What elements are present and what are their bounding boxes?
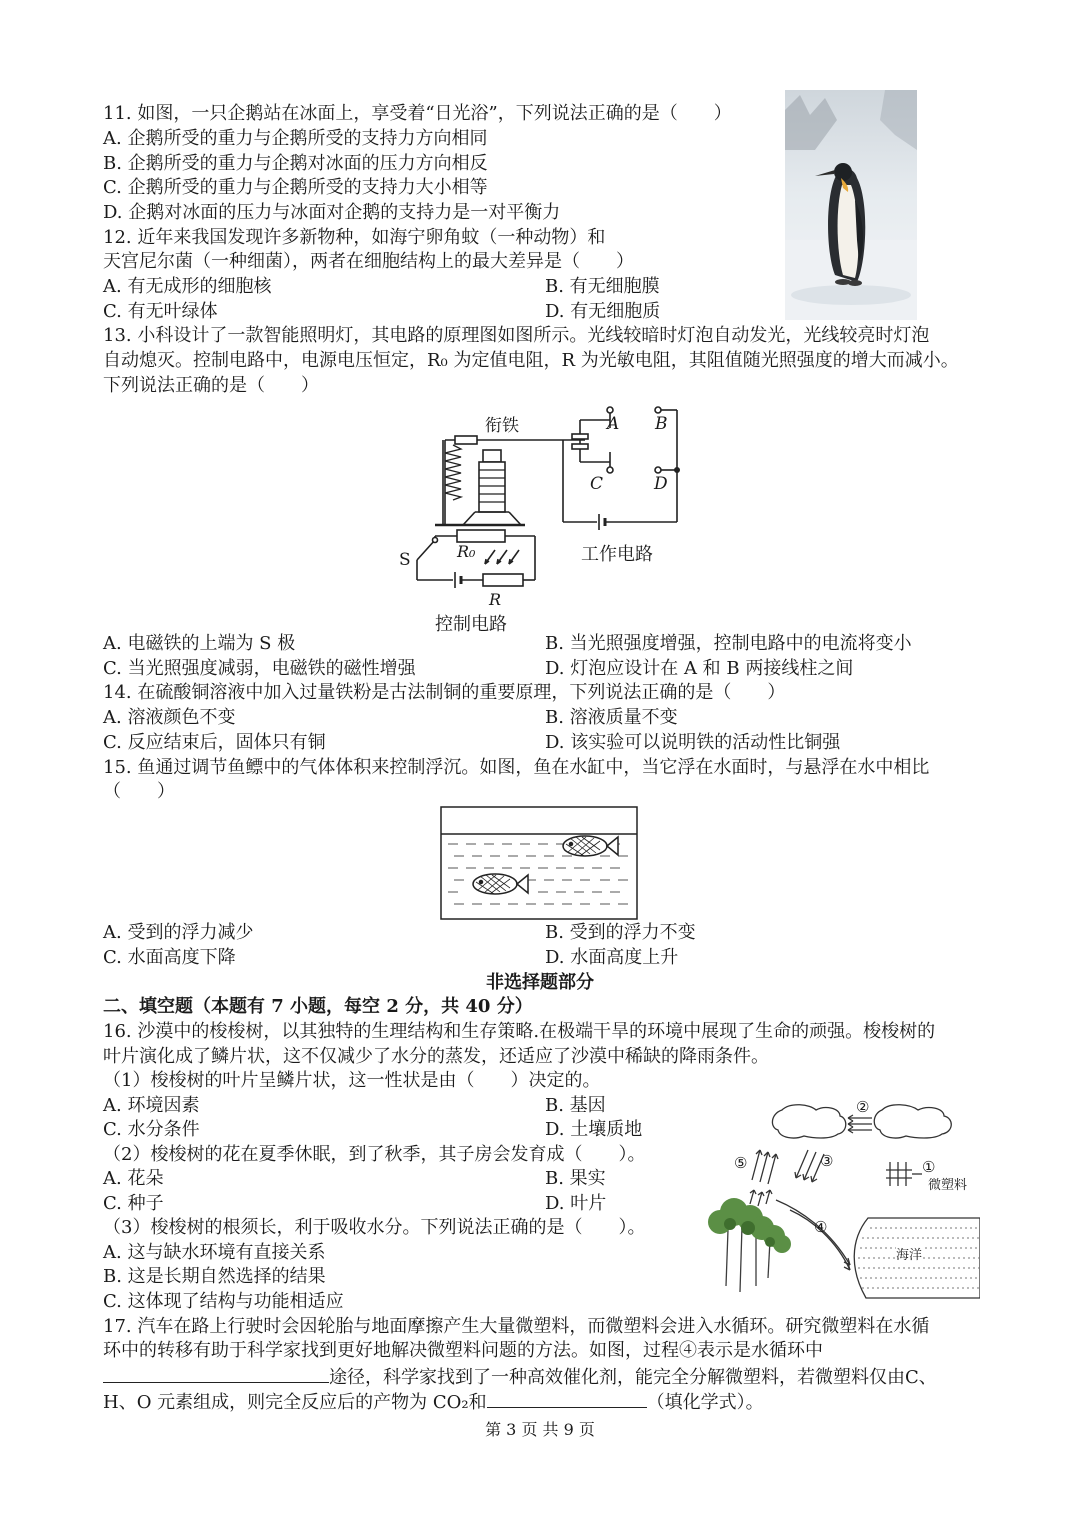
switch-s-label: S (399, 550, 411, 570)
control-circuit-label: 控制电路 (435, 614, 507, 635)
q16-sub3-option-b: B. 这是长期自然选择的结果 (103, 1266, 326, 1287)
q16-sub1-option-d: D. 土壤质地 (545, 1119, 643, 1140)
q11-option-b: B. 企鹅所受的重力与企鹅对冰面的压力方向相反 (103, 153, 488, 174)
q16-sub3: （3）梭梭树的根须长，利于吸收水分。下列说法正确的是（ ）。 (103, 1217, 646, 1238)
terminal-d-label: D (654, 474, 668, 494)
q11-option-d: D. 企鹅对冰面的压力与冰面对企鹅的支持力是一对平衡力 (103, 202, 561, 223)
cycle-step-4-label: ④ (814, 1218, 828, 1236)
q14-option-b: B. 溶液质量不变 (545, 707, 678, 728)
q17-line4-suffix: （填化学式）。 (646, 1392, 764, 1413)
q17-line1: 17. 汽车在路上行驶时会因轮胎与地面摩擦产生大量微塑料，而微塑料会进入水循环。研究微塑料在水循 (103, 1316, 930, 1337)
q16-sub1-option-a: A. 环境因素 (103, 1095, 200, 1116)
q15-option-a: A. 受到的浮力减少 (103, 922, 254, 943)
q13-stem-line2: 自动熄灭。控制电路中，电源电压恒定，R₀ 为定值电阻，R 为光敏电阻，其阻值随光照强度的增大而减小。 (103, 350, 959, 371)
cycle-step-3-label: ③ (820, 1152, 834, 1170)
q17-line4 (103, 1389, 764, 1415)
penguin-photo (785, 90, 917, 320)
q16-sub1: （1）梭梭树的叶片呈鳞片状，这一性状是由（ ）决定的。 (103, 1070, 601, 1091)
q13-option-b: B. 当光照强度增强，控制电路中的电流将变小 (545, 633, 912, 654)
q13-option-d: D. 灯泡应设计在 A 和 B 两接线柱之间 (545, 658, 854, 679)
q11-stem: 11. 如图，一只企鹅站在冰面上，享受着“日光浴”，下列说法正确的是（ ） (103, 103, 732, 124)
q16-sub3-option-a: A. 这与缺水环境有直接关系 (103, 1242, 326, 1263)
q14-option-c: C. 反应结束后，固体只有铜 (103, 732, 326, 753)
q16-sub2-option-c: C. 种子 (103, 1193, 164, 1214)
q14-stem: 14. 在硫酸铜溶液中加入过量铁粉是古法制铜的重要原理，下列说法正确的是（ ） (103, 682, 786, 703)
q15-option-b: B. 受到的浮力不变 (545, 922, 696, 943)
q11-option-a: A. 企鹅所受的重力与企鹅所受的支持力方向相同 (103, 128, 488, 149)
q13-option-a: A. 电磁铁的上端为 S 极 (103, 633, 296, 654)
q17-line3-text: 途径，科学家找到了一种高效催化剂，能完全分解微塑料，若微塑料仅由C、 (329, 1367, 937, 1388)
q16-stem-line2: 叶片演化成了鳞片状，这不仅减少了水分的蒸发，还适应了沙漠中稀缺的降雨条件。 (103, 1046, 769, 1067)
cycle-step-1-label: ① (922, 1158, 936, 1176)
q11-option-c: C. 企鹅所受的重力与企鹅所受的支持力大小相等 (103, 177, 488, 198)
q13-stem-line1: 13. 小科设计了一款智能照明灯，其电路的原理图如图所示。光线较暗时灯泡自动发光，光线较亮时灯泡 (103, 325, 930, 346)
q15-option-d: D. 水面高度上升 (545, 947, 679, 968)
terminal-a-label: A (607, 414, 620, 434)
fish-tank-diagram (440, 806, 638, 920)
q16-stem-line1: 16. 沙漠中的梭梭树，以其独特的生理结构和生存策略.在极端干旱的环境中展现了生命的顽强。梭梭树的 (103, 1021, 936, 1042)
q12-option-a: A. 有无成形的细胞核 (103, 276, 272, 297)
terminal-c-label: C (590, 474, 604, 494)
q16-sub1-option-b: B. 基因 (545, 1095, 606, 1116)
q15-stem-line2: （ ） (103, 781, 175, 802)
q13-option-c: C. 当光照强度减弱，电磁铁的磁性增强 (103, 658, 416, 679)
q16-sub1-option-c: C. 水分条件 (103, 1119, 200, 1140)
answer-blank-2[interactable] (487, 1389, 647, 1408)
q13-stem-line3: 下列说法正确的是（ ） (103, 375, 319, 396)
terminal-b-label: B (655, 414, 668, 434)
cycle-step-5-label: ⑤ (734, 1154, 748, 1172)
q12-option-b: B. 有无细胞膜 (545, 276, 660, 297)
q16-sub2: （2）梭梭树的花在夏季休眠，到了秋季，其子房会发育成（ ）。 (103, 1144, 646, 1165)
q12-stem-line2: 天宫尼尔菌（一种细菌），两者在细胞结构上的最大差异是（ ） (103, 251, 634, 272)
cycle-step-2-label: ② (856, 1098, 870, 1116)
q15-stem-line1: 15. 鱼通过调节鱼鳔中的气体体积来控制浮沉。如图，鱼在水缸中，当它浮在水面时，与悬浮在水中相比 (103, 757, 930, 778)
q12-option-d: D. 有无细胞质 (545, 301, 661, 322)
microplastic-label: 微塑料 (928, 1178, 968, 1193)
relay-circuit-diagram (385, 400, 705, 635)
q16-sub2-option-a: A. 花朵 (103, 1168, 164, 1189)
answer-blank-1[interactable] (103, 1364, 329, 1383)
q15-option-c: C. 水面高度下降 (103, 947, 236, 968)
q12-option-c: C. 有无叶绿体 (103, 301, 218, 322)
q17-line4-text: H、O 元素组成，则完全反应后的产物为 CO₂和 (103, 1392, 487, 1413)
q17-line3 (103, 1364, 937, 1390)
q14-option-a: A. 溶液颜色不变 (103, 707, 236, 728)
section2-heading: 二、填空题（本题有 7 小题，每空 2 分，共 40 分） (103, 996, 533, 1017)
resistor-r-label: R (489, 590, 502, 609)
q17-line2: 环中的转移有助于科学家找到更好地解决微塑料问题的方法。如图，过程④表示是水循环中 (103, 1340, 823, 1361)
resistor-r0-label: R₀ (457, 542, 476, 561)
q16-sub2-option-d: D. 叶片 (545, 1193, 607, 1214)
q12-stem-line1: 12. 近年来我国发现许多新物种，如海宁卵角蚊（一种动物）和 (103, 227, 606, 248)
page-footer: 第 3 页 共 9 页 (485, 1420, 595, 1439)
section-title: 非选择题部分 (486, 972, 594, 993)
ocean-label: 海洋 (896, 1244, 922, 1263)
q16-sub2-option-b: B. 果实 (545, 1168, 606, 1189)
armature-label: 衔铁 (485, 416, 519, 436)
work-circuit-label: 工作电路 (581, 544, 653, 565)
water-cycle-diagram (700, 1100, 980, 1300)
q16-sub3-option-c: C. 这体现了结构与功能相适应 (103, 1291, 344, 1312)
q14-option-d: D. 该实验可以说明铁的活动性比铜强 (545, 732, 841, 753)
